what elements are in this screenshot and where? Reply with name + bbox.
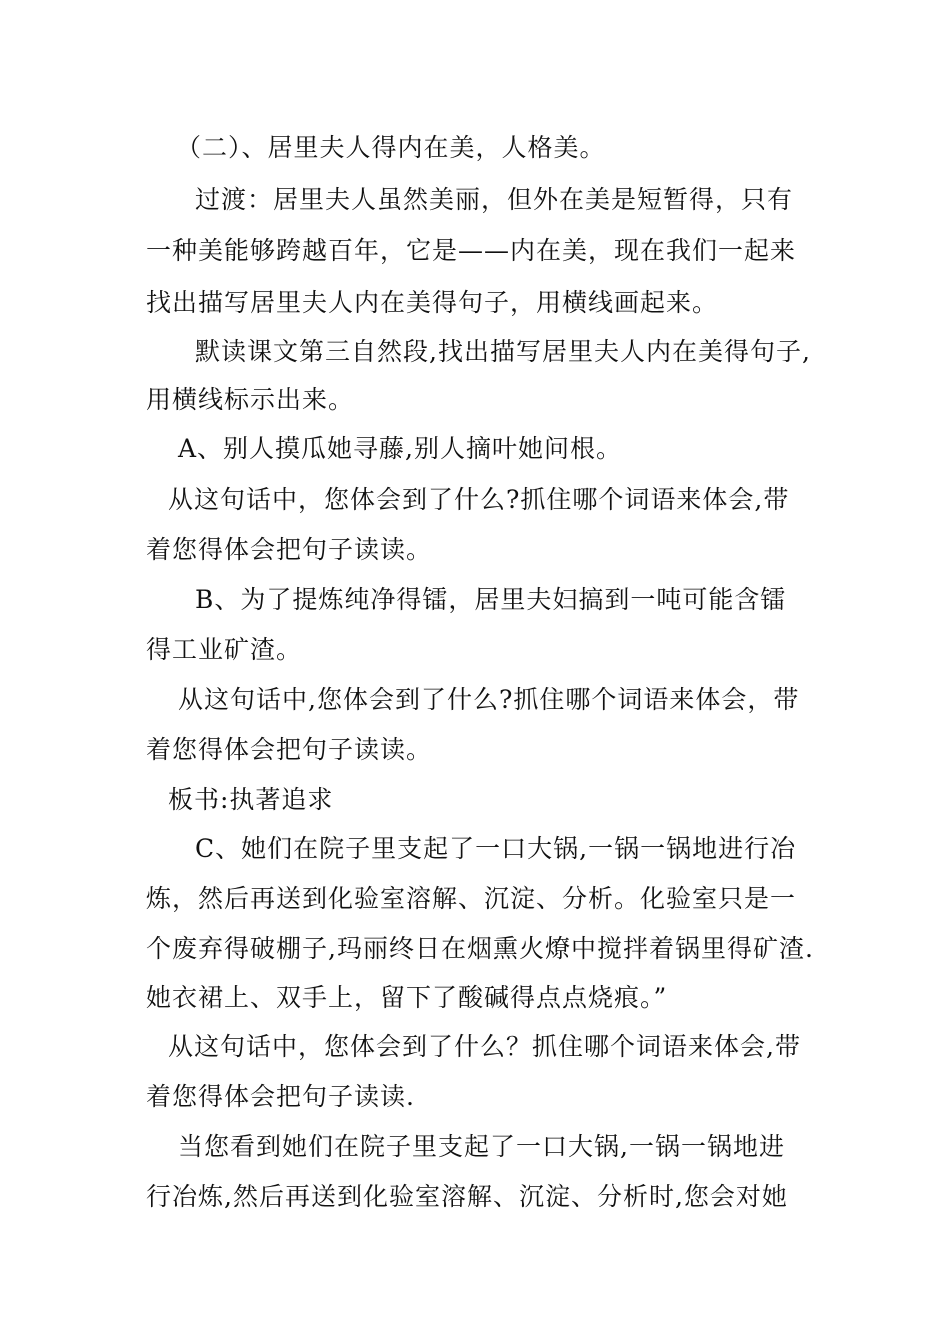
paragraph-line: 着您得体会把句子读读。 — [146, 535, 433, 564]
paragraph-line: C、她们在院子里支起了一口大锅,一锅一锅地进行冶 — [195, 834, 797, 863]
paragraph-line: 着您得体会把句子读读。 — [146, 735, 433, 764]
paragraph-line: B、为了提炼纯净得镭，居里夫妇搞到一吨可能含镭 — [195, 585, 787, 614]
paragraph-line: 个废弃得破棚子,玛丽终日在烟熏火燎中搅拌着锅里得矿渣. — [146, 934, 814, 963]
paragraph-line: 默读课文第三自然段,找出描写居里夫人内在美得句子, — [195, 337, 811, 366]
paragraph-line: 从这句话中,您体会到了什么?抓住哪个词语来体会，带 — [178, 685, 800, 714]
paragraph-line: 得工业矿渣。 — [146, 635, 303, 664]
paragraph-line: 从这句话中，您体会到了什么？抓住哪个词语来体会,带 — [168, 1032, 801, 1061]
paragraph-line: 从这句话中，您体会到了什么?抓住哪个词语来体会,带 — [168, 485, 790, 514]
paragraph-line: 过渡：居里夫人虽然美丽，但外在美是短暂得，只有 — [195, 185, 794, 214]
paragraph-line: 炼，然后再送到化验室溶解、沉淀、分析。化验室只是一 — [146, 884, 797, 913]
section-heading: （二）、居里夫人得内在美，人格美。 — [176, 133, 606, 162]
paragraph-line: 行冶炼,然后再送到化验室溶解、沉淀、分析时,您会对她 — [146, 1182, 788, 1211]
paragraph-line: 找出描写居里夫人内在美得句子，用横线画起来。 — [146, 288, 719, 317]
paragraph-line: 板书:执著追求 — [168, 785, 334, 814]
paragraph-line: 当您看到她们在院子里支起了一口大锅,一锅一锅地进 — [178, 1132, 785, 1161]
paragraph-line: 她衣裙上、双手上，留下了酸碱得点点烧痕。” — [146, 983, 668, 1012]
paragraph-line: 一种美能够跨越百年，它是——内在美，现在我们一起来 — [146, 236, 797, 265]
paragraph-line: 着您得体会把句子读读. — [146, 1082, 415, 1111]
paragraph-line: A、别人摸瓜她寻藤,别人摘叶她问根。 — [178, 434, 623, 463]
paragraph-line: 用横线标示出来。 — [146, 385, 355, 414]
